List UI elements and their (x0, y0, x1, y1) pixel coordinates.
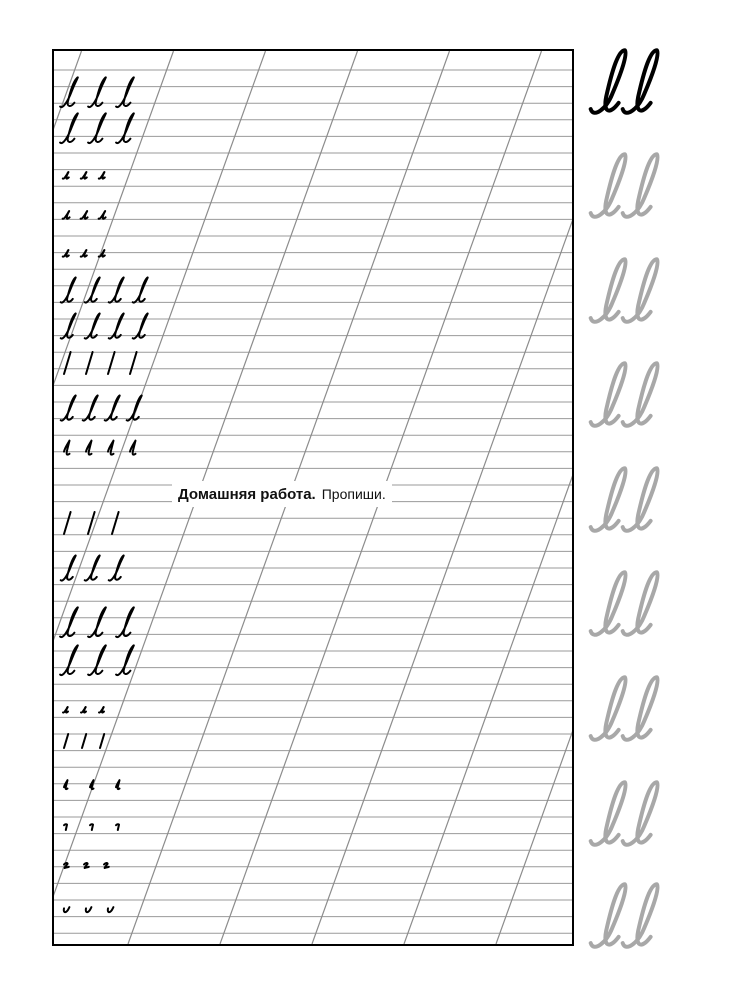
sample-letter-stroke (623, 782, 658, 845)
cursive-stroke-icon (116, 645, 134, 675)
sample-letter-stroke (623, 572, 658, 635)
cursive-stroke-icon (81, 250, 87, 257)
cursive-stroke-icon (83, 395, 98, 420)
cursive-stroke-icon (108, 441, 114, 455)
cursive-stroke-icon (133, 277, 148, 302)
cursive-stroke-icon (64, 824, 67, 830)
cursive-stroke-icon (109, 277, 124, 302)
cursive-lowercase-letter-icon (591, 468, 658, 531)
cursive-stroke-icon (63, 211, 70, 219)
cursive-stroke-icon (100, 734, 104, 748)
cursive-stroke-icon (63, 707, 68, 713)
cursive-stroke-icon (64, 734, 68, 748)
sample-letter-stroke (623, 259, 658, 322)
cursive-stroke-icon (81, 211, 88, 219)
cursive-stroke-icon (130, 441, 136, 455)
cursive-stroke-icon (112, 512, 119, 534)
cursive-stroke-icon (108, 907, 114, 912)
cursive-stroke-icon (109, 313, 124, 338)
cursive-stroke-icon (88, 113, 106, 143)
cursive-stroke-icon (116, 77, 134, 107)
margin-sample-letters (591, 50, 658, 947)
cursive-lowercase-letter-icon (591, 259, 658, 322)
cursive-stroke-icon (61, 277, 76, 302)
cursive-stroke-icon (88, 512, 95, 534)
cursive-stroke-icon (130, 352, 137, 374)
cursive-stroke-icon (133, 313, 148, 338)
cursive-stroke-icon (60, 113, 78, 143)
homework-heading (172, 481, 392, 507)
cursive-stroke-icon (64, 780, 68, 789)
sample-letter-stroke (591, 677, 626, 740)
cursive-stroke-icon (90, 780, 94, 789)
cursive-stroke-icon (90, 824, 93, 830)
cursive-stroke-icon (61, 395, 76, 420)
cursive-lowercase-letter-icon (591, 782, 658, 845)
cursive-stroke-icon (64, 907, 70, 912)
cursive-stroke-icon (81, 172, 87, 179)
sample-letter-stroke (623, 154, 658, 217)
sample-letter-stroke (591, 154, 626, 217)
cursive-stroke-icon (63, 172, 69, 179)
cursive-stroke-icon (84, 863, 89, 868)
sample-letter-stroke (591, 572, 626, 635)
cursive-stroke-icon (63, 250, 69, 257)
sample-letter-stroke (623, 363, 658, 426)
slant-line (0, 51, 81, 944)
cursive-lowercase-letter-icon (591, 677, 658, 740)
slant-line (680, 51, 741, 944)
slant-line (0, 51, 173, 944)
cursive-stroke-icon (64, 512, 71, 534)
sample-letter-stroke (591, 50, 626, 113)
cursive-stroke-icon (88, 77, 106, 107)
cursive-stroke-icon (116, 780, 120, 789)
cursive-stroke-icon (64, 352, 71, 374)
cursive-lowercase-letter-icon (591, 154, 658, 217)
cursive-lowercase-letter-icon (591, 50, 658, 113)
cursive-stroke-icon (81, 707, 86, 713)
cursive-stroke-icon (108, 352, 115, 374)
cursive-stroke-icon (105, 395, 120, 420)
cursive-stroke-icon (82, 734, 86, 748)
cursive-stroke-icon (61, 313, 76, 338)
cursive-stroke-icon (116, 113, 134, 143)
cursive-stroke-icon (99, 211, 106, 219)
sample-letter-stroke (623, 884, 658, 947)
cursive-stroke-icon (99, 707, 104, 713)
sample-letter-stroke (591, 259, 626, 322)
cursive-stroke-icon (85, 313, 100, 338)
sample-letter-stroke (623, 677, 658, 740)
cursive-stroke-icon (104, 863, 109, 868)
cursive-stroke-icon (60, 645, 78, 675)
cursive-stroke-icon (99, 172, 105, 179)
cursive-stroke-icon (86, 352, 93, 374)
cursive-stroke-icon (116, 607, 134, 637)
cursive-lowercase-letter-icon (591, 572, 658, 635)
homework-instruction: Пропиши. (321, 486, 386, 502)
cursive-stroke-icon (88, 645, 106, 675)
sample-letter-stroke (623, 50, 658, 113)
cursive-stroke-icon (60, 607, 78, 637)
cursive-stroke-icon (88, 607, 106, 637)
cursive-stroke-icon (64, 441, 70, 455)
cursive-lowercase-letter-icon (591, 884, 658, 947)
sample-letter-stroke (623, 468, 658, 531)
sample-letter-stroke (591, 468, 626, 531)
sample-letter-stroke (591, 782, 626, 845)
cursive-stroke-icon (86, 907, 92, 912)
cursive-lowercase-letter-icon (591, 363, 658, 426)
sample-letter-stroke (591, 363, 626, 426)
sample-letter-stroke (591, 884, 626, 947)
cursive-stroke-icon (116, 824, 119, 830)
cursive-stroke-icon (86, 441, 92, 455)
homework-title: Домашняя работа. (178, 485, 316, 503)
slant-line (404, 51, 725, 944)
